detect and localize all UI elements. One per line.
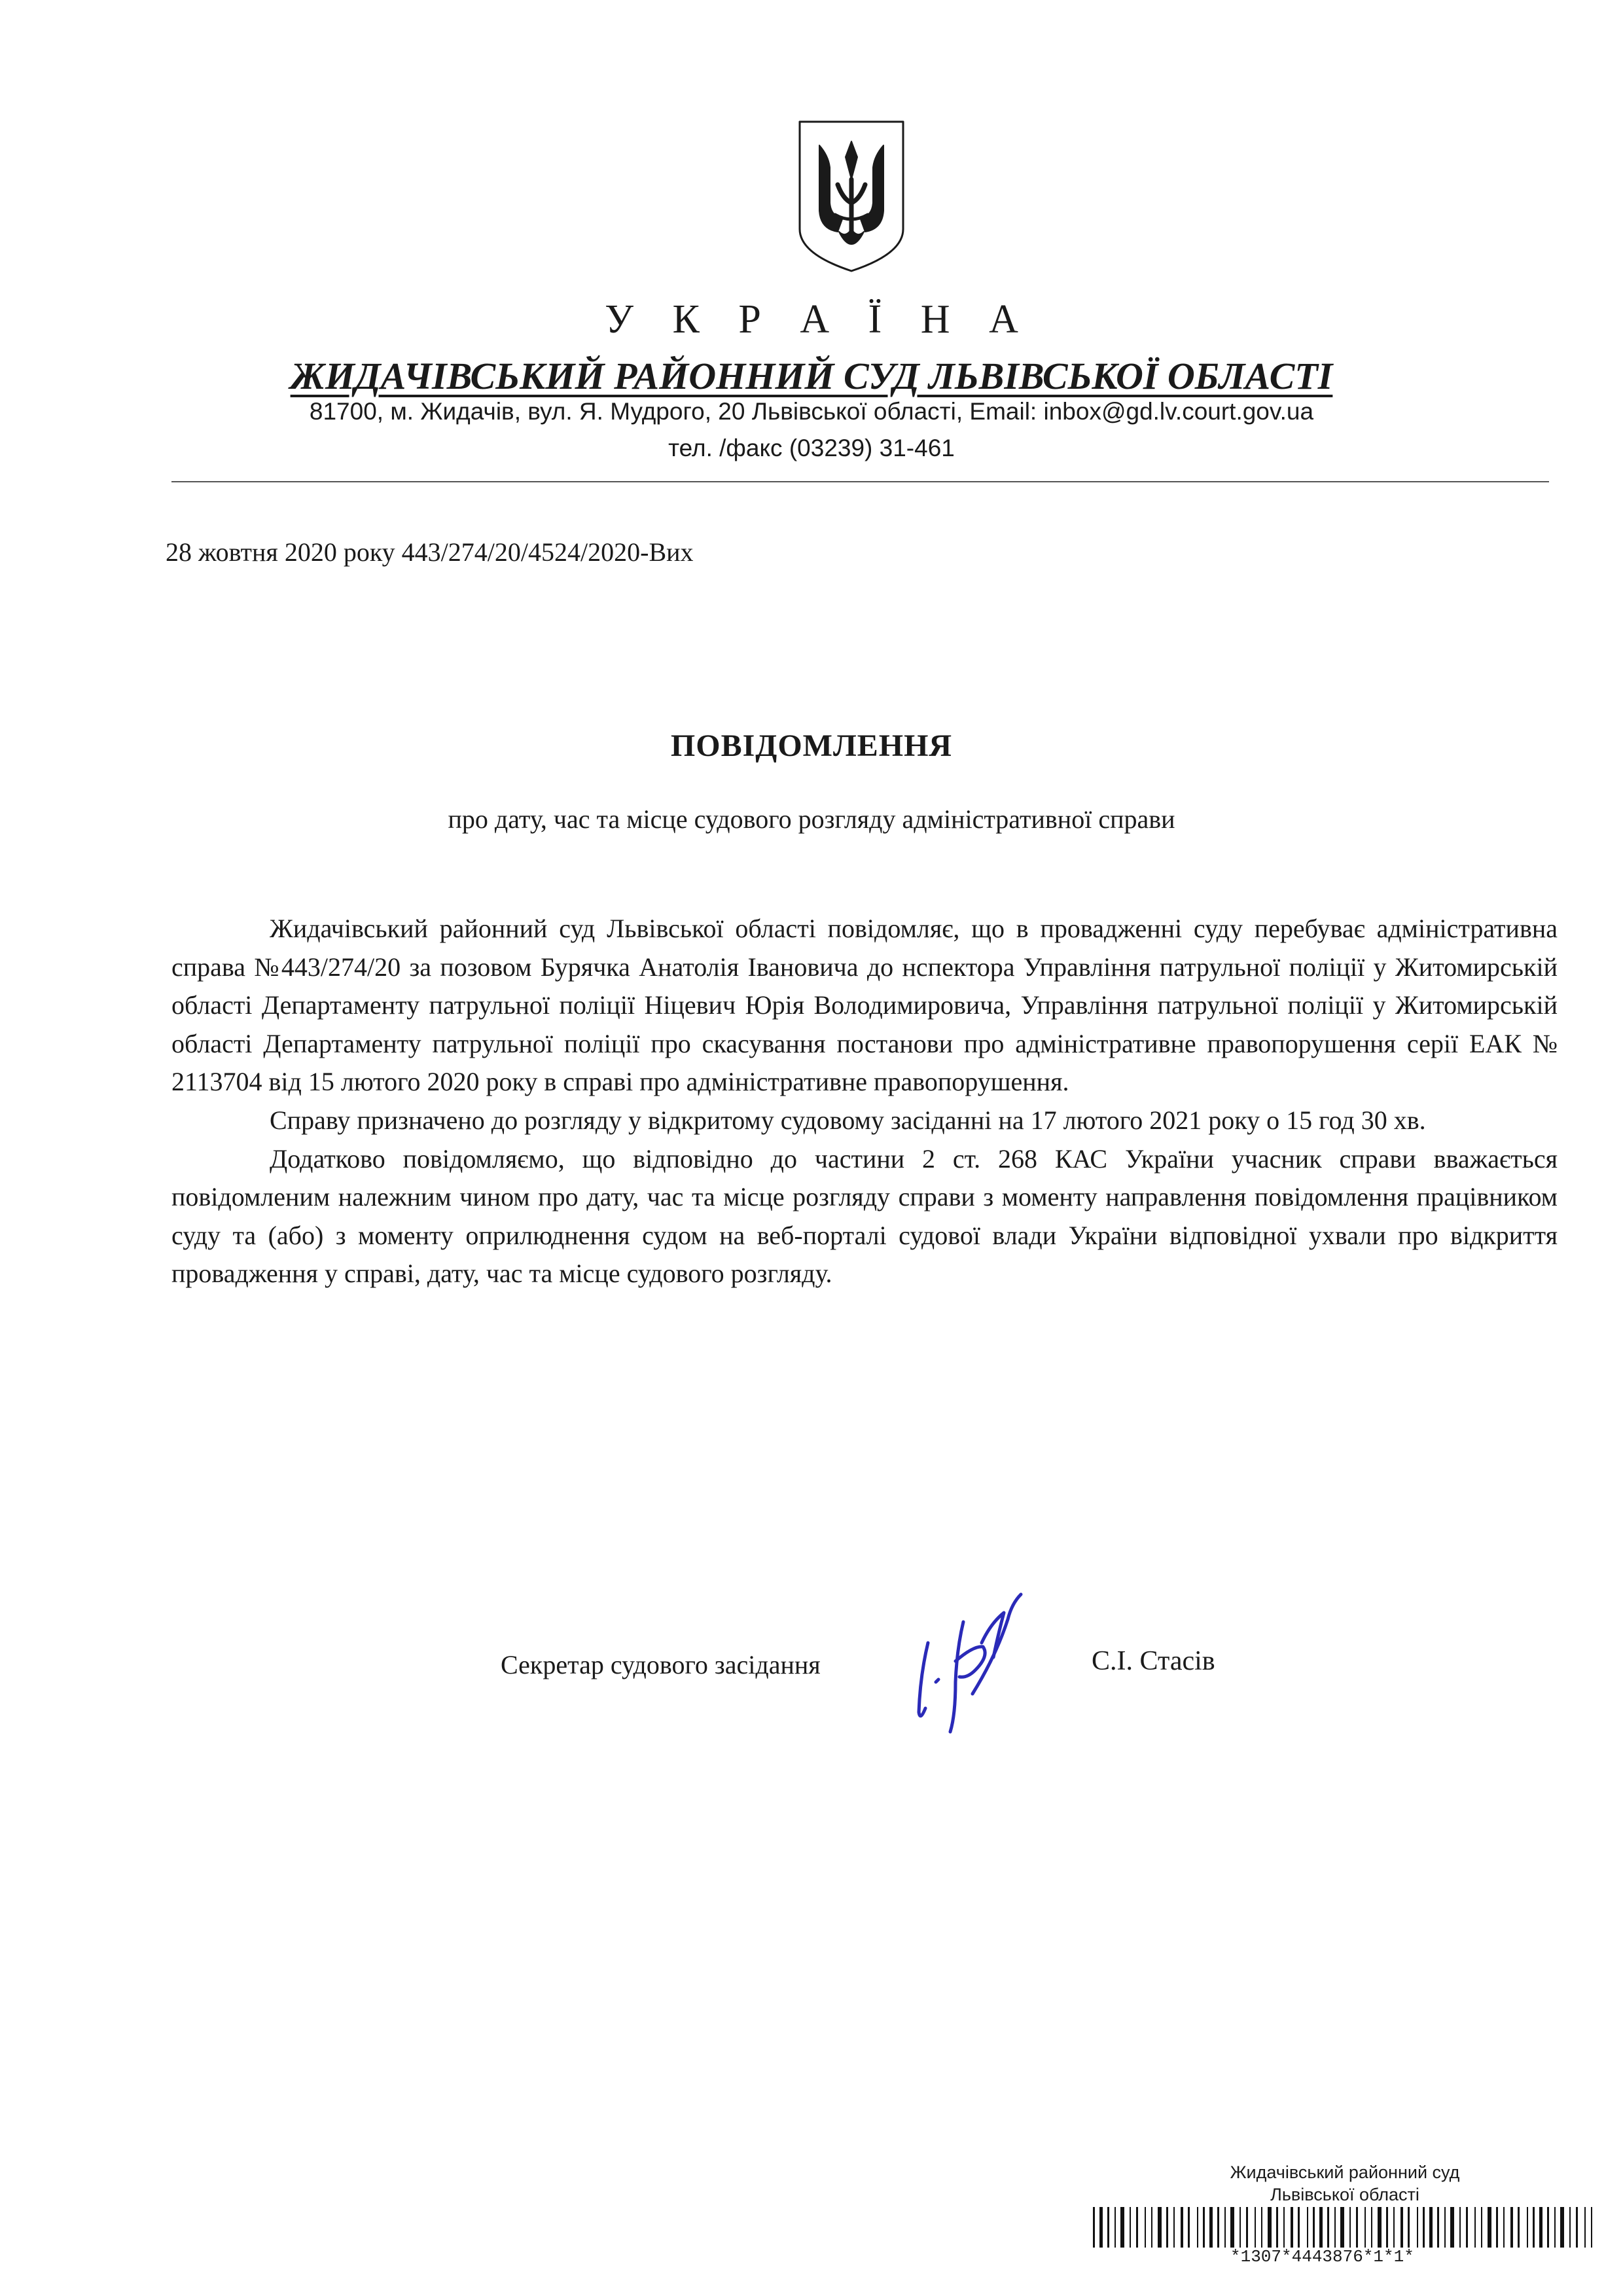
barcode-bar [1437, 2207, 1439, 2248]
barcode-bar [1145, 2207, 1146, 2248]
stamp-court-line2: Львівської області [1270, 2185, 1419, 2204]
barcode-bar [1560, 2207, 1564, 2248]
barcode-bar [1408, 2207, 1410, 2248]
paragraph-hearing-date: Справу призначено до розгляду у відкритому судовому засіданні на 17 лютого 2021 року о 15 год 30 хв. [270, 1105, 1426, 1135]
barcode-bar [1400, 2207, 1403, 2248]
barcode-bar [1527, 2207, 1528, 2248]
court-phone: тел. /факс (03239) 31-461 [668, 435, 955, 461]
barcode-bar [1349, 2207, 1351, 2248]
barcode-bar [1276, 2207, 1278, 2248]
barcode-bar [1268, 2207, 1272, 2248]
stamp-court-line1: Жидачівський районний суд [1230, 2162, 1460, 2182]
barcode-bar [1107, 2207, 1109, 2248]
paragraph-case-info: Жидачівський районний суд Львівської області повідомляє, що в провадженні суду перебуває адміністративна справа №443/274/20 за позовом Бурячка Анатолія Івановича до нспектора Управління патрульної поліції у Житомирській області Департаменту патрульної поліції Ніцевич Юрія Володимировича, Управління патрульної поліції у Житомирській області Департаменту патрульної поліції про скасування постанови про адміністративне правопорушення серії ЕАК № 2113704 від 15 лютого 2020 року в справі про адміністративне правопорушення. [171, 914, 1558, 1097]
barcode-bar [1261, 2207, 1262, 2248]
barcode-bar [1120, 2207, 1124, 2248]
barcode-bar [1230, 2207, 1234, 2248]
barcode-bar [1488, 2207, 1491, 2248]
barcode-bar [1217, 2207, 1219, 2248]
barcode-bar [1255, 2207, 1256, 2248]
barcode-bar [1203, 2207, 1205, 2248]
country-heading: У К Р А Ї Н А [605, 297, 1033, 342]
registration-stamp [1207, 2161, 1482, 2206]
barcode-bar [1533, 2207, 1535, 2248]
barcode-bar [1115, 2207, 1116, 2248]
document-body [171, 910, 1558, 1293]
paragraph-notice-rule: Додатково повідомляємо, що відповідно до частини 2 ст. 268 КАС України учасник справи вважається повідомленим належним чином про дату, час та місце розгляду справи з моменту направлення повідомлення працівником суду та (або) з моменту оприлюднення судом на веб-порталі судової влади України відповідної ухвали про відкриття провадження у справі, дату, час та місце судового розгляду. [171, 1143, 1558, 1289]
barcode-bar [1130, 2207, 1131, 2248]
barcode-bar [1319, 2207, 1323, 2248]
trident-coat-of-arms-icon [797, 119, 906, 274]
barcode-bar [1364, 2207, 1366, 2248]
handwritten-signature [910, 1584, 1060, 1741]
barcode-bar [1166, 2207, 1168, 2248]
barcode-bar [1423, 2207, 1425, 2248]
barcode-bar [1340, 2207, 1344, 2248]
barcode-bar [1481, 2207, 1482, 2248]
signatory-role: Секретар судового засідання [501, 1650, 821, 1679]
barcode-bar [1371, 2207, 1372, 2248]
barcode-bar [1496, 2207, 1498, 2248]
outgoing-reference: 28 жовтня 2020 року 443/274/20/4524/2020-Вих [166, 537, 694, 567]
barcode-bar [1224, 2207, 1226, 2248]
court-name-heading: ЖИДАЧІВСЬКИЙ РАЙОННИЙ СУД ЛЬВІВСЬКОЇ ОБЛАСТІ [290, 355, 1333, 397]
barcode-bar [1240, 2207, 1241, 2248]
barcode-bar [1569, 2207, 1571, 2248]
barcode-bar [1503, 2207, 1505, 2248]
barcode-bar [1417, 2207, 1418, 2248]
barcode-bar [1459, 2207, 1461, 2248]
barcode-bar [1151, 2207, 1152, 2248]
document-subtitle: про дату, час та місце судового розгляду адміністративної справи [448, 804, 1175, 834]
barcode-bar [1547, 2207, 1549, 2248]
barcode-bar [1539, 2207, 1543, 2248]
barcode-bar [1378, 2207, 1382, 2248]
barcode-bar [1584, 2207, 1586, 2248]
barcode-bar [1510, 2207, 1513, 2248]
barcode-bar [1466, 2207, 1468, 2248]
barcode-bar [1518, 2207, 1520, 2248]
barcode-bar [1327, 2207, 1329, 2248]
barcode-bar [1313, 2207, 1315, 2248]
barcode-bar [1283, 2207, 1285, 2248]
barcode-bar [1209, 2207, 1213, 2248]
barcode-bar [1099, 2207, 1103, 2248]
barcode-bar [1474, 2207, 1476, 2248]
barcode-bar [1444, 2207, 1446, 2248]
header-divider [171, 481, 1549, 482]
court-address: 81700, м. Жидачів, вул. Я. Мудрого, 20 Львівської області, Email: inbox@gd.lv.court.gov.ua [309, 398, 1314, 425]
barcode-bar [1246, 2207, 1248, 2248]
signatory-name: С.І. Стасів [1092, 1646, 1215, 1676]
document-title: ПОВІДОМЛЕННЯ [670, 728, 953, 763]
barcode-bar [1307, 2207, 1308, 2248]
barcode-number: *1307*4443876*1*1* [1230, 2247, 1414, 2267]
barcode-bar [1393, 2207, 1395, 2248]
barcode-bar [1334, 2207, 1336, 2248]
barcode-bar [1158, 2207, 1162, 2248]
barcode-bar [1554, 2207, 1556, 2248]
barcode-bar [1386, 2207, 1388, 2248]
barcode-bar [1136, 2207, 1138, 2248]
barcode-bar [1197, 2207, 1198, 2248]
barcode-bar [1291, 2207, 1293, 2248]
barcode-bar [1181, 2207, 1183, 2248]
barcode-bar [1188, 2207, 1190, 2248]
barcode-bar [1450, 2207, 1454, 2248]
barcode-bar [1093, 2207, 1095, 2248]
barcode [1093, 2207, 1597, 2248]
barcode-bar [1429, 2207, 1433, 2248]
barcode-bar [1298, 2207, 1300, 2248]
barcode-bar [1591, 2207, 1592, 2248]
barcode-bar [1173, 2207, 1175, 2248]
barcode-bar [1576, 2207, 1578, 2248]
barcode-bar [1356, 2207, 1358, 2248]
